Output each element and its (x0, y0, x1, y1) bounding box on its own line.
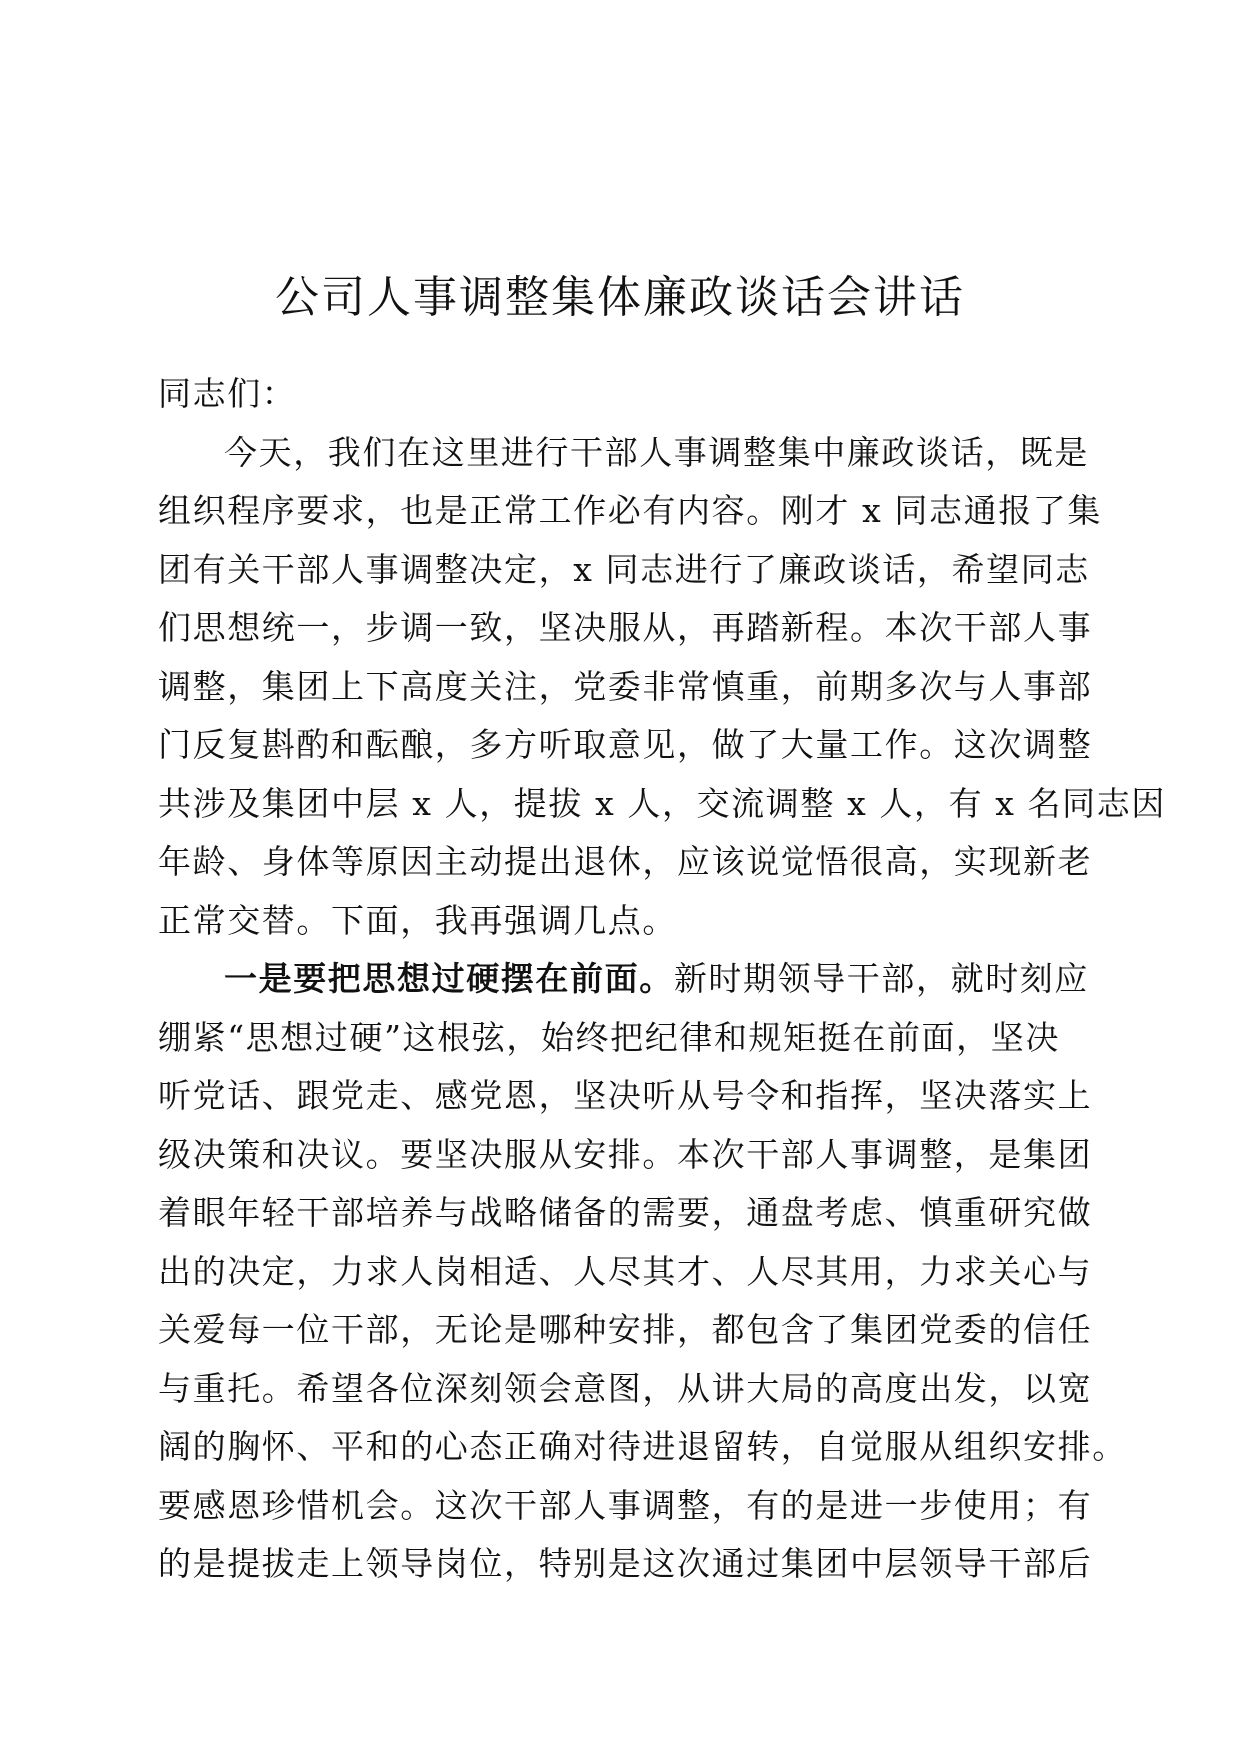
paragraph-line: 出的决定，力求人岗相适、人尽其才、人尽其用，力求关心与 (158, 1251, 1093, 1291)
paragraph-line: 正常交替。下面，我再强调几点。 (158, 900, 677, 940)
paragraph-line: 阔的胸怀、平和的心态正确对待进退留转，自觉服从组织安排。 (158, 1427, 1127, 1466)
paragraph-line: 团有关干部人事调整决定，x 同志进行了廉政谈话，希望同志 (158, 549, 1090, 589)
paragraph-line: 今天，我们在这里进行干部人事调整集中廉政谈话，既是 (224, 432, 1089, 472)
document-title: 公司人事调整集体廉政谈话会讲话 (275, 272, 965, 323)
point-one-line (158, 950, 1090, 1009)
salutation-line: 同志们： (158, 374, 297, 413)
document-body (158, 365, 1166, 1594)
paragraph-line: 门反复斟酌和酝酿，多方听取意见，做了大量工作。这次调整 (158, 725, 1093, 764)
point-one-text: 新时期领导干部，就时刻应 (673, 959, 1090, 998)
point-one-heading: 一是要把思想过硬摆在前面。 (224, 959, 674, 998)
paragraph-line: 要感恩珍惜机会。这次干部人事调整，有的是进一步使用；有 (158, 1485, 1093, 1525)
paragraph-line: 听党话、跟党走、感党恩，坚决听从号令和指挥，坚决落实上 (158, 1076, 1093, 1115)
paragraph-line: 着眼年轻干部培养与战略储备的需要，通盘考虑、慎重研究做 (158, 1193, 1093, 1232)
paragraph-line: 级决策和决议。要坚决服从安排。本次干部人事调整，是集团 (158, 1134, 1093, 1174)
paragraph-line: 关爱每一位干部，无论是哪种安排，都包含了集团党委的信任 (158, 1310, 1093, 1349)
paragraph-line: 与重托。希望各位深刻领会意图，从讲大局的高度出发，以宽 (158, 1368, 1093, 1408)
paragraph-line: 们思想统一，步调一致，坚决服从，再踏新程。本次干部人事 (158, 608, 1093, 647)
paragraph-line: 年龄、身体等原因主动提出退休，应该说觉悟很高，实现新老 (158, 842, 1093, 881)
paragraph-line: 共涉及集团中层 x 人，提拔 x 人，交流调整 x 人，有 x 名同志因 (158, 783, 1166, 823)
paragraph-line: 绷紧“思想过硬”这根弦，始终把纪律和规矩挺在前面，坚决 (158, 1017, 1060, 1057)
paragraph-line: 调整，集团上下高度关注，党委非常慎重，前期多次与人事部 (158, 666, 1093, 706)
paragraph-line: 组织程序要求，也是正常工作必有内容。刚才 x 同志通报了集 (158, 491, 1102, 530)
paragraph-line: 的是提拔走上领导岗位，特别是这次通过集团中层领导干部后 (158, 1544, 1093, 1583)
